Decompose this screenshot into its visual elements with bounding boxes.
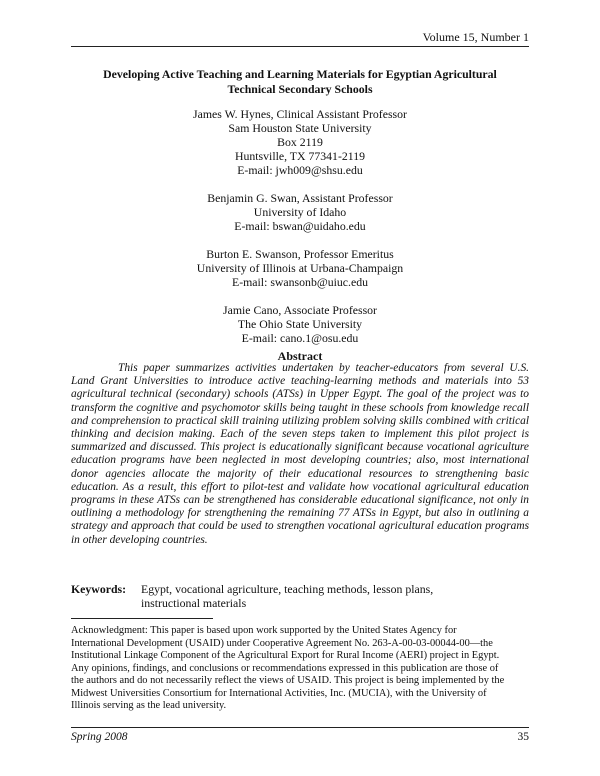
abstract-heading: Abstract bbox=[277, 349, 323, 363]
author-cano bbox=[71, 303, 529, 345]
page-number: 35 bbox=[517, 731, 529, 743]
author-institution: Sam Houston State University bbox=[228, 121, 372, 135]
author-swan bbox=[71, 191, 529, 233]
author-email: E-mail: jwh009@shsu.edu bbox=[237, 163, 363, 177]
keywords-section bbox=[71, 582, 529, 610]
paper-title bbox=[71, 67, 529, 97]
title-line-1: Developing Active Teaching and Learning Materials for Egyptian Agricultural bbox=[103, 67, 497, 81]
title-line-2: Technical Secondary Schools bbox=[227, 82, 373, 96]
acknowledgment-footnote: Acknowledgment: This paper is based upon work supported by the United States Agency for International Development (USAID) under Cooperative Agreement No. 263-A-00-03-00044-00—the Institutional Linkage Component of the Agricultural Export for Rural Income (AERI) project in Egypt. Any opinions, findings, and conclusions or recommendations expressed in this publication are those of the authors and do not necessarily reflect the views of USAID. This project is being implemented by the Midwest Universities Consortium for International Activities, Inc. (MUCIA), with the University of Illinois serving as the lead university. bbox=[71, 625, 505, 711]
author-name: Benjamin G. Swan, Assistant Professor bbox=[207, 191, 393, 205]
author-email: E-mail: bswan@uidaho.edu bbox=[234, 219, 366, 233]
keywords-line-1: Egypt, vocational agriculture, teaching methods, lesson plans, bbox=[141, 582, 434, 596]
author-address: Box 2119 bbox=[277, 135, 323, 149]
issue-season: Spring 2008 bbox=[71, 731, 128, 743]
author-name: Burton E. Swanson, Professor Emeritus bbox=[206, 247, 394, 261]
footer-divider bbox=[71, 727, 529, 728]
author-institution: The Ohio State University bbox=[237, 317, 363, 331]
author-name: Jamie Cano, Associate Professor bbox=[223, 303, 377, 317]
keywords-label: Keywords: bbox=[71, 582, 127, 596]
author-email: E-mail: swansonb@uiuc.edu bbox=[231, 275, 368, 289]
author-address: Huntsville, TX 77341-2119 bbox=[234, 149, 366, 163]
abstract-text: This paper summarizes activities undertaken by teacher-educators from several U.S. Land Grant Universities to introduce active teaching-learning methods and materials into 53 agricultural technical (secondary) schools (ATSs) in Upper Egypt. The goal of the project was to transform the cognitive and psychomotor skills being taught in these schools from knowledge recall and comprehension to practical skill training utilizing problem solving skills combined with critical thinking and decision making. Each of the seven steps taken to implement this pilot project is summarized and discussed. This project is educationally significant because vocational agriculture education programs have been neglected in most developing countries; also, most international donor agencies allocate the majority of their educational resources to strengthening basic education. As a result, this effort to pilot-test and validate how vocational agricultural education programs in these ATSs can be strengthened has considerable educational significance, not only in outlining a methodology for strengthening the remaining 77 ATSs in Egypt, but also in outlining a strategy and approach that could be used to strengthen vocational agricultural education programs in other developing countries. bbox=[71, 362, 529, 546]
author-list bbox=[71, 107, 529, 359]
author-name: James W. Hynes, Clinical Assistant Professor bbox=[193, 107, 407, 121]
volume-number: Volume 15, Number 1 bbox=[422, 30, 529, 44]
author-hynes bbox=[71, 107, 529, 177]
keywords-line-2: instructional materials bbox=[141, 596, 247, 610]
author-email: E-mail: cano.1@osu.edu bbox=[241, 331, 359, 345]
author-institution: University of Illinois at Urbana-Champaign bbox=[196, 261, 404, 275]
abstract-body bbox=[71, 362, 529, 547]
author-institution: University of Idaho bbox=[253, 205, 347, 219]
author-swanson bbox=[71, 247, 529, 289]
header-divider bbox=[71, 46, 529, 47]
footnote-divider bbox=[71, 618, 213, 619]
